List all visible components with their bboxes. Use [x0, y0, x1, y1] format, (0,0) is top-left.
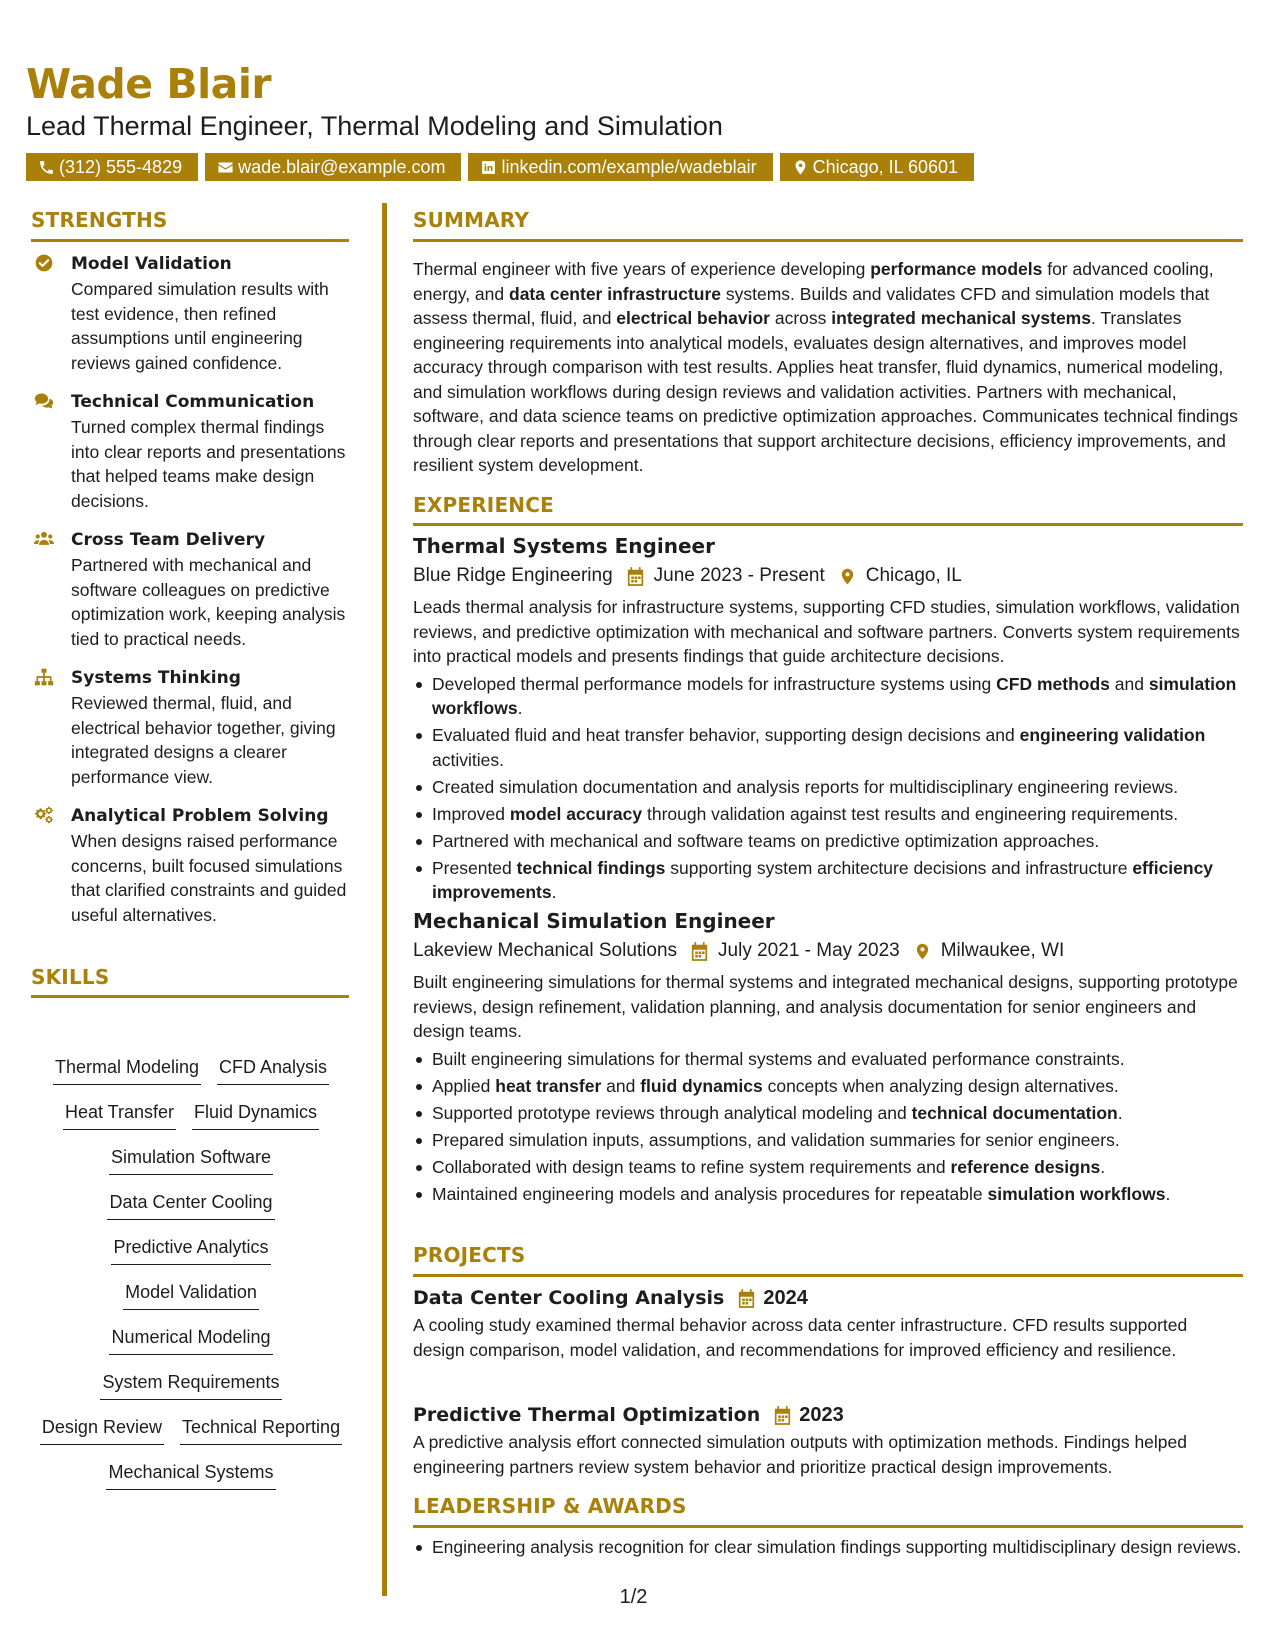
skill-tag: CFD Analysis	[217, 1053, 329, 1085]
skills-rule	[31, 995, 349, 998]
job-description: Built engineering simulations for thermal systems and integrated mechanical designs, supporting prototype reviews, design refinement, validation planning, and analysis documentation for senior engineers and design teams.	[413, 972, 1238, 1041]
skill-tag: Fluid Dynamics	[192, 1098, 319, 1130]
calendar-icon	[627, 567, 644, 586]
skill-row	[31, 1233, 351, 1278]
contact-bar	[26, 153, 974, 181]
project-title: Predictive Thermal Optimization	[413, 1404, 761, 1426]
linkedin-icon	[480, 159, 497, 176]
job-entry	[413, 531, 1243, 907]
strength-desc: Compared simulation results with test evidence, then refined assumptions until engineering reviews gained confidence.	[71, 279, 329, 373]
strength-title: Cross Team Delivery	[71, 530, 266, 550]
skill-tag: Model Validation	[123, 1278, 259, 1310]
gears-icon	[33, 805, 55, 825]
job-bullet: Applied heat transfer and fluid dynamics concepts when analyzing design alternatives.	[413, 1074, 1243, 1099]
leadership-bullet: Engineering analysis recognition for clear simulation findings supporting multidisciplinary design reviews.	[413, 1535, 1243, 1560]
leadership-heading: LEADERSHIP & AWARDS	[413, 1494, 687, 1518]
strength-item	[31, 665, 351, 789]
leadership-bullets	[413, 1535, 1243, 1562]
skill-row	[31, 1413, 351, 1458]
job-title: Thermal Systems Engineer	[413, 534, 715, 558]
contact-phone[interactable]	[26, 153, 198, 181]
sitemap-icon	[33, 667, 55, 687]
leadership-rule	[413, 1525, 1243, 1528]
envelope-icon	[217, 159, 234, 176]
linkedin-text: linkedin.com/example/wadeblair	[501, 156, 757, 177]
job-title: Mechanical Simulation Engineer	[413, 909, 775, 933]
job-dates: July 2021 - May 2023	[718, 940, 900, 961]
skills-heading: SKILLS	[31, 965, 110, 989]
strength-desc: When designs raised performance concerns, built focused simulations that clarified constraints and guided useful alternatives.	[71, 831, 347, 925]
candidate-title: Lead Thermal Engineer, Thermal Modeling and Simulation	[26, 111, 723, 141]
phone-icon	[38, 159, 55, 176]
projects-heading: PROJECTS	[413, 1243, 526, 1267]
job-bullets	[413, 672, 1243, 905]
job-bullet: Evaluated fluid and heat transfer behavior, supporting design decisions and engineering validation activities.	[413, 723, 1243, 772]
map-pin-icon	[839, 567, 856, 586]
strength-desc: Reviewed thermal, fluid, and electrical behavior together, giving integrated designs a clearer performance view.	[71, 693, 336, 787]
skill-row	[31, 1368, 351, 1413]
skill-row	[31, 1143, 351, 1188]
skill-row	[31, 1278, 351, 1323]
job-bullet: Collaborated with design teams to refine system requirements and reference designs.	[413, 1155, 1243, 1180]
summary-heading: SUMMARY	[413, 208, 530, 232]
skills-list	[31, 1053, 351, 1503]
strength-item	[31, 527, 351, 651]
candidate-name: Wade Blair	[26, 60, 272, 108]
strength-title: Model Validation	[71, 254, 232, 274]
email-text: wade.blair@example.com	[238, 156, 446, 177]
job-location: Chicago, IL	[865, 565, 962, 586]
map-pin-icon	[914, 942, 931, 961]
skill-tag: Numerical Modeling	[109, 1323, 272, 1355]
project-title-row	[413, 1400, 1243, 1430]
skill-row	[31, 1098, 351, 1143]
project-description: A predictive analysis effort connected simulation outputs with optimization methods. Findings helped engineering partners review system behavior and prioritize practical design improvements.	[413, 1432, 1187, 1477]
job-location: Milwaukee, WI	[940, 940, 1065, 961]
page-number	[0, 1586, 1275, 1609]
skill-tag: System Requirements	[100, 1368, 281, 1400]
job-bullet: Developed thermal performance models for infrastructure systems using CFD methods and simulation workflows.	[413, 672, 1243, 721]
column-divider	[382, 203, 387, 1596]
job-dates: June 2023 - Present	[653, 565, 825, 586]
projects-rule	[413, 1274, 1243, 1277]
experience-rule	[413, 523, 1243, 526]
job-entry	[413, 906, 1243, 1209]
job-bullet: Supported prototype reviews through analytical modeling and technical documentation.	[413, 1101, 1243, 1126]
summary-rule	[413, 239, 1243, 242]
project-entry	[413, 1283, 1243, 1362]
strength-title: Systems Thinking	[71, 668, 241, 688]
strengths-heading: STRENGTHS	[31, 208, 168, 232]
job-meta	[413, 561, 1243, 591]
skill-tag: Simulation Software	[109, 1143, 273, 1175]
strengths-list	[31, 251, 351, 941]
job-bullets	[413, 1047, 1243, 1207]
skill-row	[31, 1323, 351, 1368]
skill-tag: Thermal Modeling	[53, 1053, 201, 1085]
strength-title: Analytical Problem Solving	[71, 806, 329, 826]
check-circle-icon	[33, 253, 55, 273]
job-bullet: Presented technical findings supporting system architecture decisions and infrastructure efficiency improvements.	[413, 856, 1243, 905]
job-description: Leads thermal analysis for infrastructure systems, supporting CFD studies, simulation workflows, validation reviews, and predictive optimization with mechanical and software partners. Converts system requirements into practical models and presents findings that guide architecture decisions.	[413, 597, 1240, 666]
skill-row	[31, 1458, 351, 1503]
strength-item	[31, 251, 351, 375]
contact-linkedin[interactable]	[468, 153, 772, 181]
project-description: A cooling study examined thermal behavior across data center infrastructure. CFD results supported design comparison, model validation, and recommendations for improved efficiency and resilience.	[413, 1315, 1188, 1360]
project-year: 2023	[799, 1404, 844, 1426]
skill-row	[31, 1188, 351, 1233]
strength-item	[31, 803, 351, 927]
comments-icon	[33, 391, 55, 411]
skill-tag: Design Review	[40, 1413, 164, 1445]
calendar-icon	[774, 1406, 791, 1425]
job-company: Lakeview Mechanical Solutions	[413, 940, 678, 961]
project-year: 2024	[763, 1287, 808, 1309]
job-bullet: Partnered with mechanical and software teams on predictive optimization approaches.	[413, 829, 1243, 854]
job-bullet: Built engineering simulations for thermal systems and evaluated performance constraints.	[413, 1047, 1243, 1072]
contact-email[interactable]	[205, 153, 461, 181]
skill-row	[31, 1053, 351, 1098]
experience-heading: EXPERIENCE	[413, 493, 554, 517]
skill-tag: Data Center Cooling	[107, 1188, 274, 1220]
project-entry	[413, 1400, 1243, 1479]
location-text: Chicago, IL 60601	[812, 156, 959, 177]
strength-item	[31, 389, 351, 513]
calendar-icon	[738, 1289, 755, 1308]
job-bullet: Maintained engineering models and analysis procedures for repeatable simulation workflows.	[413, 1182, 1243, 1207]
strength-title: Technical Communication	[71, 392, 315, 412]
phone-text: (312) 555-4829	[59, 156, 183, 177]
strengths-rule	[31, 239, 349, 242]
job-meta	[413, 936, 1243, 966]
project-title: Data Center Cooling Analysis	[413, 1287, 725, 1309]
skill-tag: Technical Reporting	[180, 1413, 342, 1445]
project-title-row	[413, 1283, 1243, 1313]
strength-desc: Turned complex thermal findings into clear reports and presentations that helped teams make design decisions.	[71, 417, 346, 511]
users-icon	[33, 529, 55, 549]
calendar-icon	[691, 942, 708, 961]
summary-text: Thermal engineer with five years of experience developing performance models for advanced cooling, energy, and data center infrastructure systems. Builds and validates CFD and simulation models that assess thermal, fluid, and electrical behavior across integrated mechanical systems. Translates engineering requirements into analytical models, evaluates design alternatives, and improves model accuracy through comparison with test results. Applies heat transfer, fluid dynamics, numerical modeling, and simulation workflows during design reviews and validation activities. Partners with mechanical, software, and data science teams on predictive optimization approaches. Communicates technical findings through clear reports and presentations that support architecture decisions, efficiency improvements, and resilient system development.	[413, 259, 1238, 475]
skill-tag: Heat Transfer	[63, 1098, 176, 1130]
job-bullet: Created simulation documentation and analysis reports for multidisciplinary engineering reviews.	[413, 775, 1243, 800]
strength-desc: Partnered with mechanical and software colleagues on predictive optimization work, keeping analysis tied to practical needs.	[71, 555, 346, 649]
page-number-text: 1/2	[619, 1586, 648, 1608]
job-bullet: Improved model accuracy through validation against test results and engineering requirements.	[413, 802, 1243, 827]
job-bullet: Prepared simulation inputs, assumptions, and validation summaries for senior engineers.	[413, 1128, 1243, 1153]
map-pin-icon	[792, 159, 809, 176]
contact-location[interactable]	[780, 153, 974, 181]
skill-tag: Mechanical Systems	[106, 1458, 275, 1490]
job-company: Blue Ridge Engineering	[413, 565, 613, 586]
skill-tag: Predictive Analytics	[111, 1233, 270, 1265]
